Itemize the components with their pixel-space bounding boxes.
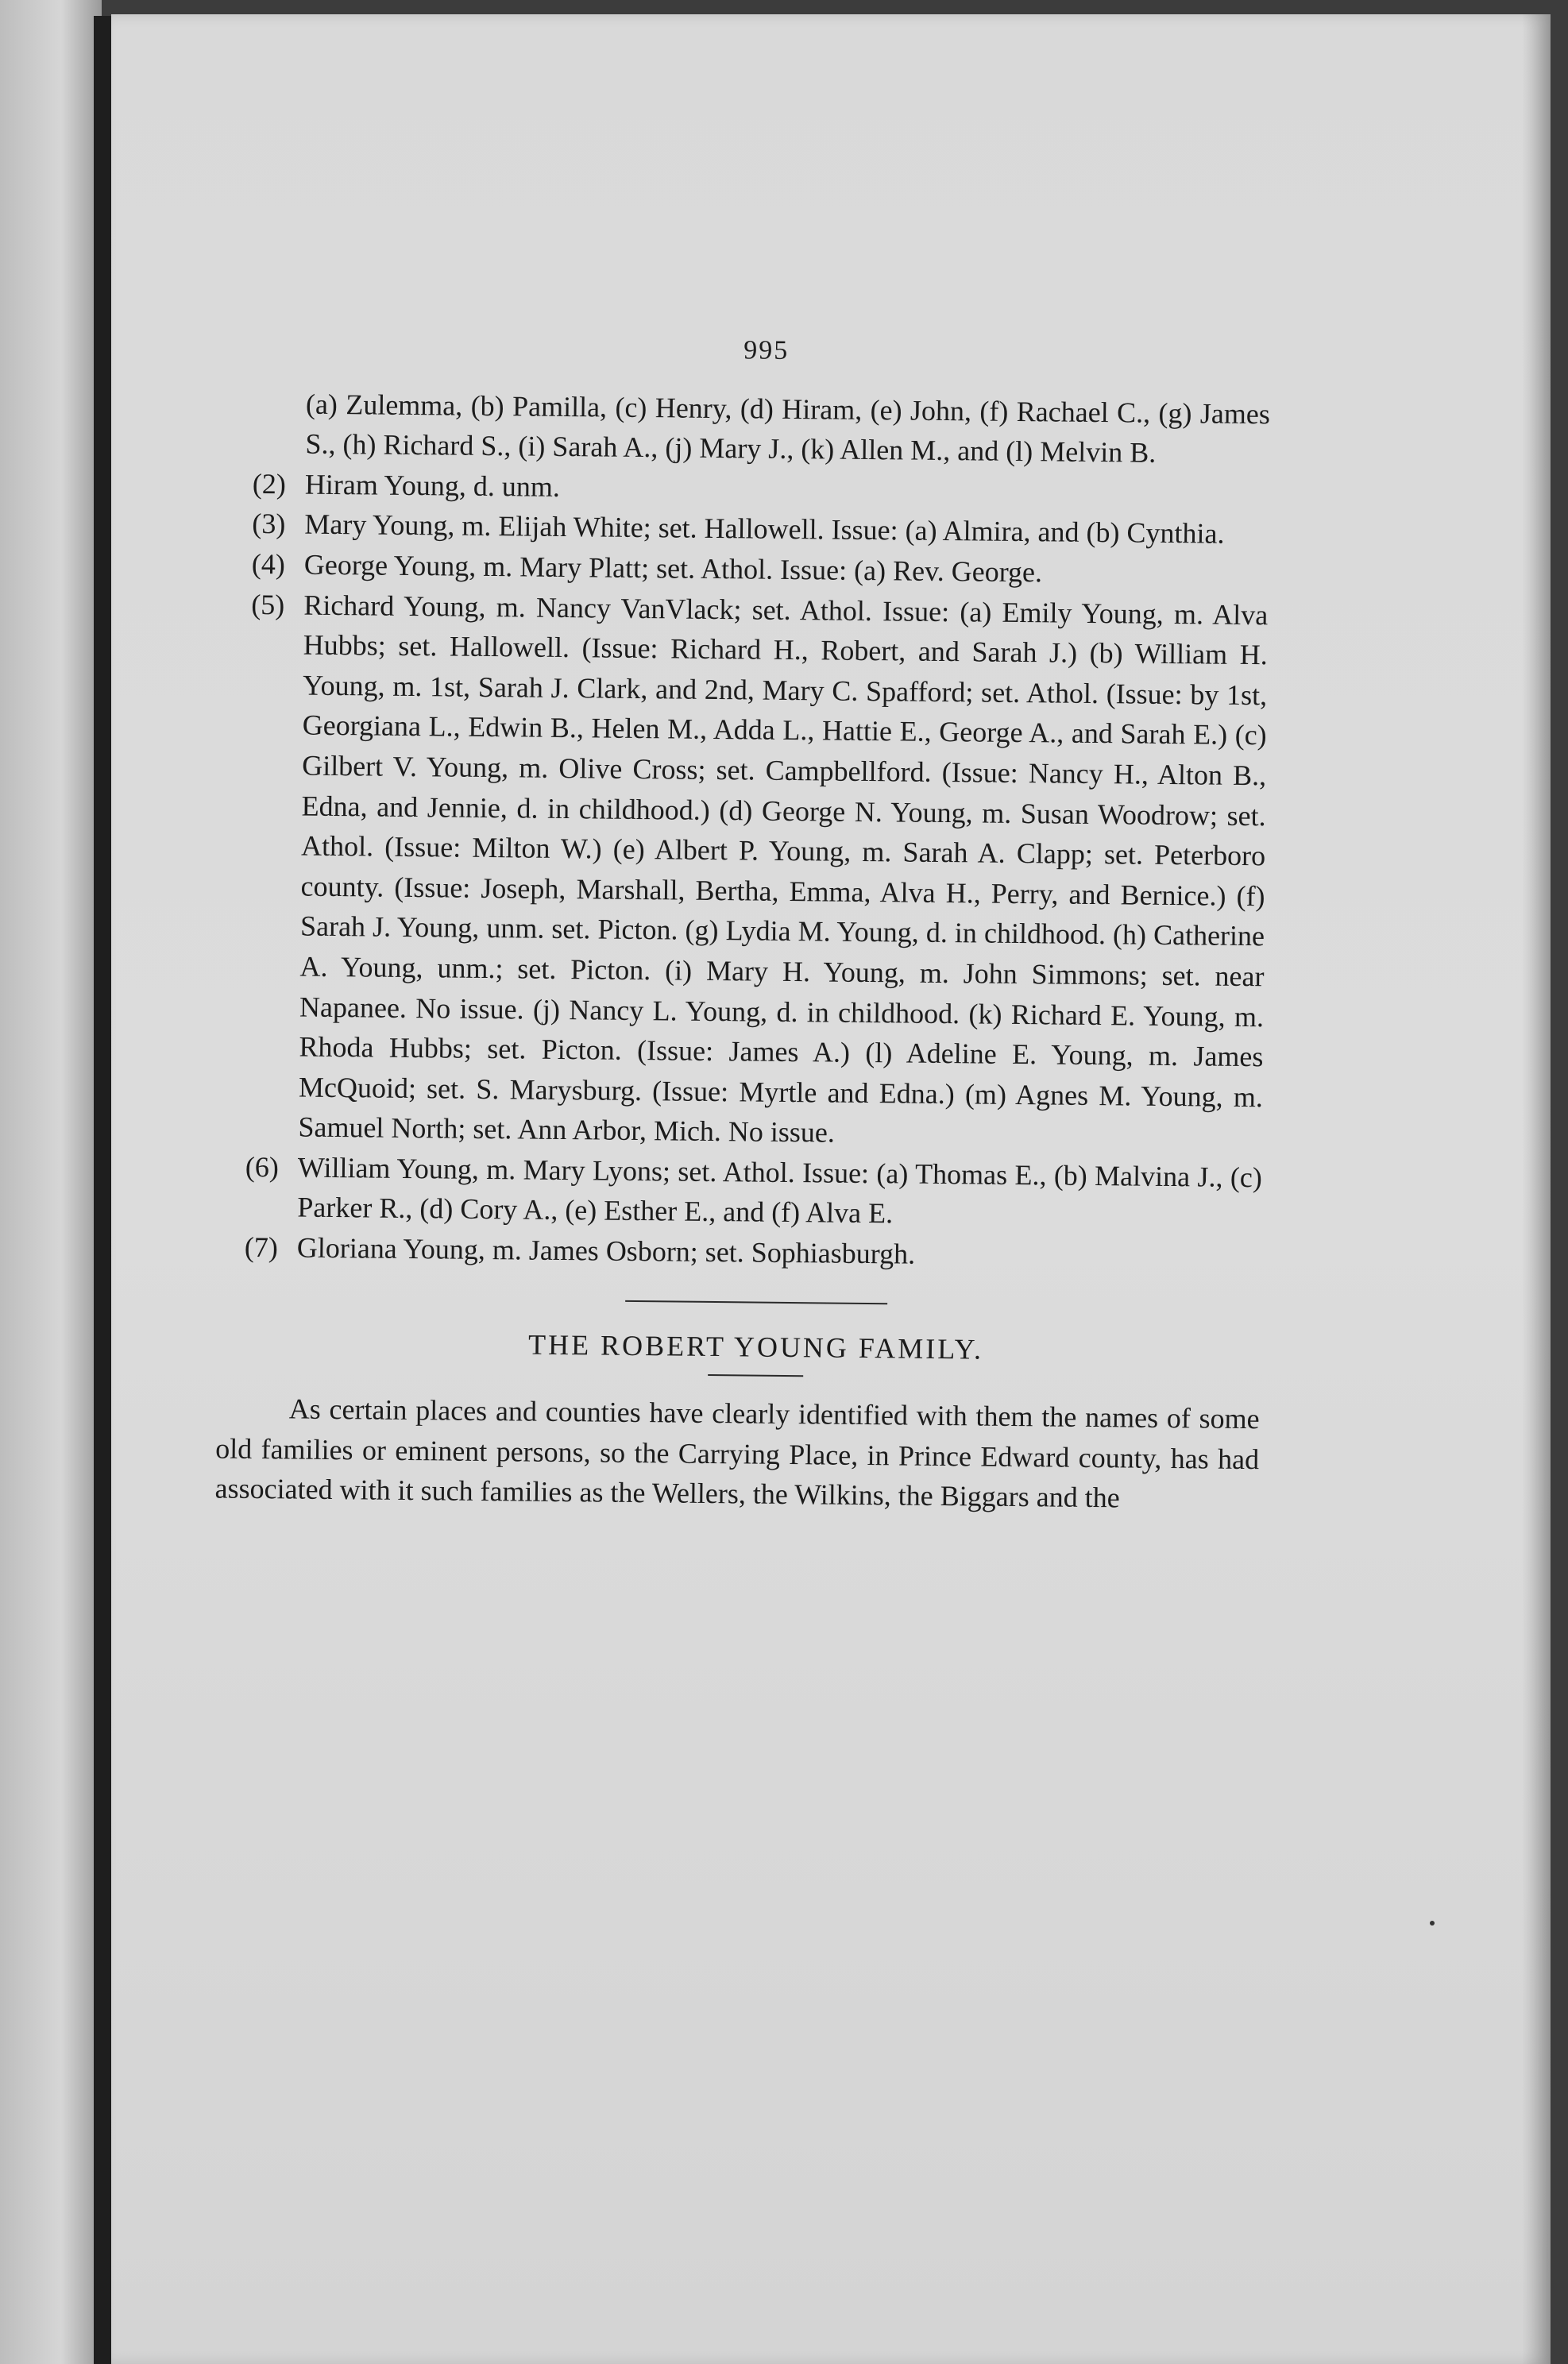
- entry-text: Hiram Young, d. unm.: [304, 468, 561, 503]
- entry-text: (a) Zulemma, (b) Pamilla, (c) Henry, (d) Hiram, (e) John, (f) Rachael C., (g) James S., (h) Richard S., (i) Sarah A., (j) Mary J., (k) Allen M., and (l) Melvin B.: [305, 388, 1271, 469]
- genealogy-entry: [261, 384, 1270, 474]
- entry-number: (3): [252, 508, 286, 540]
- entry-text: Mary Young, m. Elijah White; set. Hallowell. Issue: (a) Almira, and (b) Cynthia.: [304, 508, 1225, 550]
- entry-number: (4): [251, 547, 286, 581]
- page-number: 995: [743, 335, 790, 365]
- genealogy-entry: [253, 585, 1268, 1158]
- entry-text: Gloriana Young, m. James Osborn; set. Sophiasburgh.: [296, 1231, 916, 1270]
- body-paragraph: As certain places and counties have clearly identified with them the names of some old families or eminent persons, so the Carrying Place, in Prince Edward county, has had associated with it such families as the Wellers, the Wilkins, the Biggars and the: [214, 1393, 1260, 1514]
- section-heading: THE ROBERT YOUNG FAMILY.: [527, 1328, 984, 1365]
- entry-number: (6): [245, 1150, 280, 1184]
- entry-number: (7): [244, 1230, 279, 1264]
- heading-underline: [708, 1374, 803, 1377]
- book-gutter: [94, 16, 111, 2364]
- entry-text: George Young, m. Mary Platt; set. Athol. Issue: (a) Rev. George.: [303, 548, 1043, 589]
- page-text: [214, 326, 1271, 1520]
- entry-text: Richard Young, m. Nancy VanVlack; set. Athol. Issue: (a) Emily Young, m. Alva Hubbs; set. Hallowell. (Issue: Richard H., Robert, and Sarah J.) (b) William H. Young, m. 1st, Sarah J. Clark, and 2nd, Mary C. Spafford; set. Athol. (Issue: by 1st, Georgiana L., Edwin B., Helen M., Adda L., Hattie E., George A., and Sarah E.) (c) Gilbert V. Young, m. Olive Cross; set. Campbellford. (Issue: Nancy H., Alton B., Edna, and Jennie, d. in childhood.) (d) George N. Young, m. Susan Woodrow; set. Athol. (Issue: Milton W.) (e) Albert P. Young, m. Sarah A. Clapp; set. Peterboro county. (Issue: Joseph, Marshall, Bertha, Emma, Alva H., Perry, and Bernice.) (f) Sarah J. Young, unm. set. Picton. (g) Lydia M. Young, d. in childhood. (h) Catherine A. Young, unm.; set. Picton. (i) Mary H. Young, m. John Simmons; set. near Napanee. No issue. (j) Nancy L. Young, d. in childhood. (k) Richard E. Young, m. Rhoda Hubbs; set. Picton. (Issue: James A.) (l) Adeline E. Young, m. James McQuoid; set. S. Marysburg. (Issue: Myrtle and Edna.) (m) Agnes M. Young, m. Samuel North; set. Ann Arbor, Mich. No issue.: [298, 589, 1269, 1149]
- entry-number: (5): [251, 588, 285, 620]
- genealogy-entry: [245, 1147, 1263, 1238]
- dust-speck: [1430, 1921, 1435, 1926]
- entry-number: (2): [252, 467, 287, 500]
- left-page-edge: [0, 0, 102, 2364]
- page-edge-shadow: [1522, 14, 1551, 2364]
- entry-text: William Young, m. Mary Lyons; set. Athol. Issue: (a) Thomas E., (b) Malvina J., (c) Parker R., (d) Cory A., (e) Esther E., and (f) Alva E.: [297, 1151, 1263, 1230]
- section-divider: [625, 1300, 887, 1304]
